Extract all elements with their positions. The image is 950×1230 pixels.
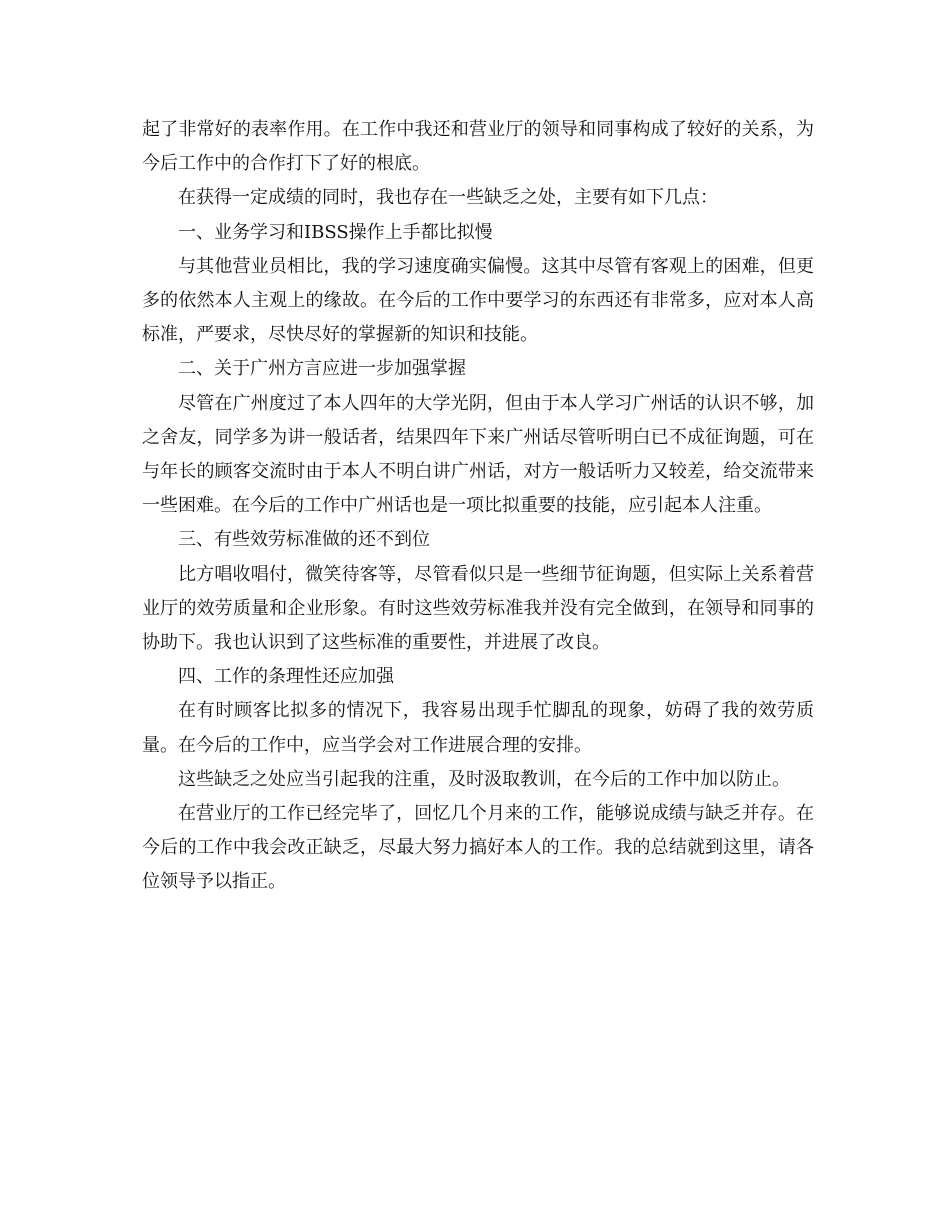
document-body [142,113,814,900]
paragraph-point-1: 与其他营业员相比，我的学习速度确实偏慢。这其中尽管有客观上的困难，但更多的依然本人主观上的缘故。在今后的工作中要学习的东西还有非常多，应对本人高标准，严要求，尽快尽好的掌握新的知识和技能。 [142,255,814,346]
paragraph-point-4: 在有时顾客比拟多的情况下，我容易出现手忙脚乱的现象，妨碍了我的效劳质量。在今后的工作中，应当学会对工作进展合理的安排。 [142,700,814,756]
paragraph-lessons: 这些缺乏之处应当引起我的注重，及时汲取教训，在今后的工作中加以防止。 [178,768,790,790]
heading-point-1: 一、业务学习和IBSS操作上手都比拟慢 [178,221,493,243]
heading-point-4: 四、工作的条理性还应加强 [178,666,394,688]
paragraph-point-3: 比方唱收唱付，微笑待客等，尽管看似只是一些细节征询题，但实际上关系着营业厅的效劳质量和企业形象。有时这些效劳标准我并没有完全做到，在领导和同事的协助下。我也认识到了这些标准的重要性，并进展了改良。 [142,563,814,654]
paragraph-shortcomings-intro: 在获得一定成绩的同时，我也存在一些缺乏之处，主要有如下几点： [178,187,718,209]
paragraph-point-2: 尽管在广州度过了本人四年的大学光阴，但由于本人学习广州话的认识不够，加之舍友，同学多为讲一般话者，结果四年下来广州话尽管听明白已不成征询题，可在与年长的顾客交流时由于本人不明白讲广州话，对方一般话听力又较差，给交流带来一些困难。在今后的工作中广州话也是一项比拟重要的技能，应引起本人注重。 [142,392,814,517]
heading-point-3: 三、有些效劳标准做的还不到位 [178,529,430,551]
heading-point-2: 二、关于广州方言应进一步加强掌握 [178,358,466,380]
paragraph-conclusion: 在营业厅的工作已经完毕了，回忆几个月来的工作，能够说成绩与缺乏并存。在今后的工作中我会改正缺乏，尽最大努力搞好本人的工作。我的总结就到这里，请各位领导予以指正。 [142,803,814,893]
paragraph-continuation: 起了非常好的表率作用。在工作中我还和营业厅的领导和同事构成了较好的关系，为今后工作中的合作打下了好的根底。 [142,119,814,175]
